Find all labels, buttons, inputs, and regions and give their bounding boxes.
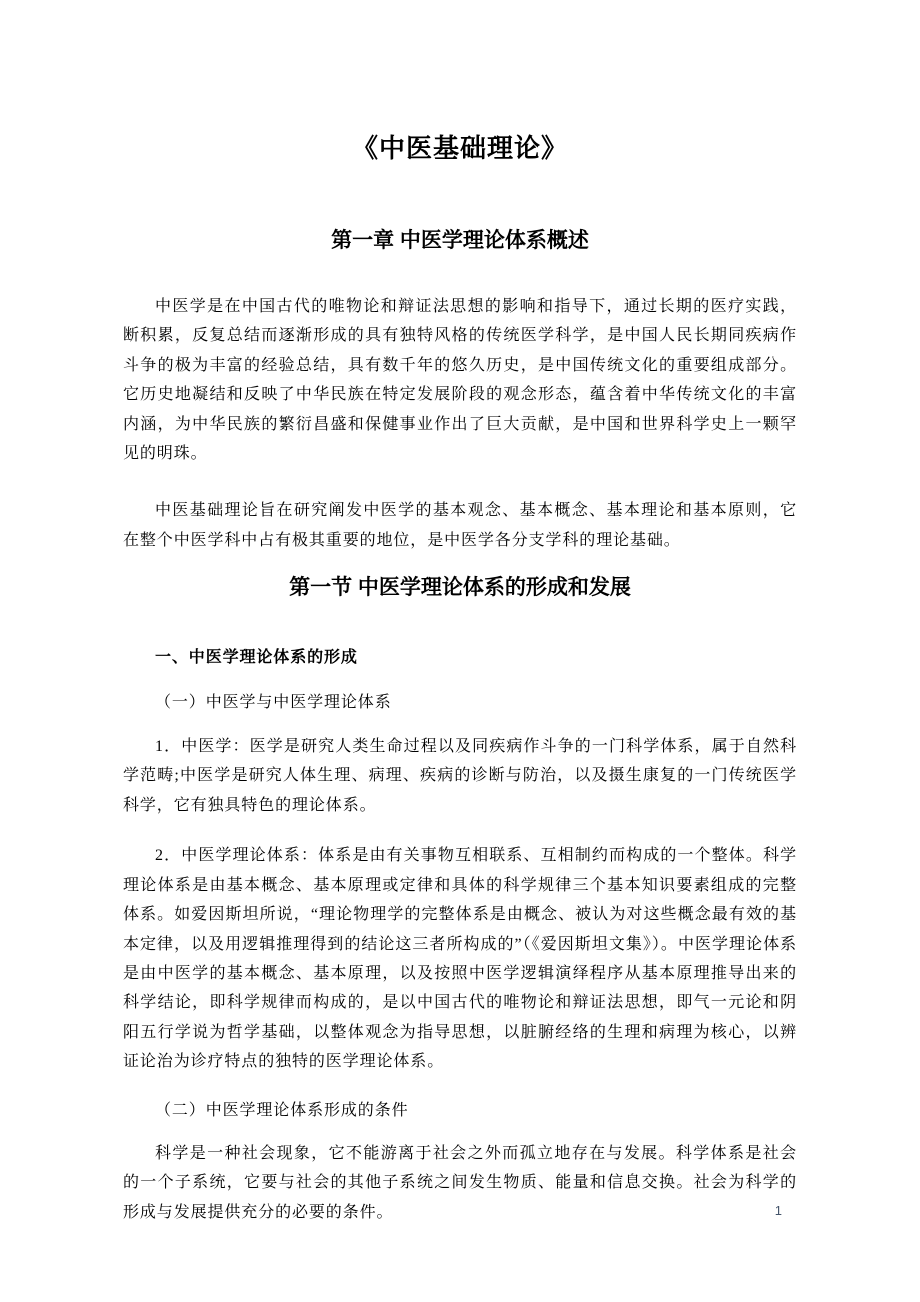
page-number: 1 [774,1203,782,1218]
section-heading: 第一节 中医学理论体系的形成和发展 [289,576,631,600]
intro-paragraph-1: 中医学是在中国古代的唯物论和辩证法思想的影响和指导下，通过长期的医疗实践，断积累，反复总结而逐渐形成的具有独特风格的传统医学科学，是中国人民长期同疾病作斗争的极为丰富的经验总结，具有数千年的悠久历史，是中国传统文化的重要组成部分。它历史地凝结和反映了中华民族在特定发展阶段的观念形态，蕴含着中华传统文化的丰富内涵，为中华民族的繁衍昌盛和保健事业作出了巨大贡献，是中国和世界科学史上一颗罕见的明珠。 [123,298,797,463]
subsection-heading-1: 一、中医学理论体系的形成 [155,649,358,667]
definition-paragraph-1: 1．中医学：医学是研究人类生命过程以及同疾病作斗争的一门科学体系，属于自然科学范畴;中医学是研究人体生理、病理、疾病的诊断与防治，以及摄生康复的一门传统医学科学，它有独具特色的理论体系。 [123,738,797,814]
conditions-paragraph: 科学是一种社会现象，它不能游离于社会之外而孤立地存在与发展。科学体系是社会的一个子系统，它要与社会的其他子系统之间发生物质、能量和信息交换。社会为科学的形成与发展提供充分的必要的条件。 [123,1144,797,1221]
document-title: 《中医基础理论》 [351,133,568,163]
chapter-heading: 第一章 中医学理论体系概述 [331,229,589,252]
subsection-heading-1-1: （一）中医学与中医学理论体系 [155,693,392,711]
subsection-heading-1-2: （二）中医学理论体系形成的条件 [155,1101,409,1119]
definition-paragraph-2: 2．中医学理论体系：体系是由有关事物互相联系、互相制约而构成的一个整体。科学理论体系是由基本概念、基本原理或定律和具体的科学规律三个基本知识要素组成的完整体系。如爱因斯坦所说，“理论物理学的完整体系是由概念、被认为对这些概念最有效的基本定律，以及用逻辑推理得到的结论这三者所构成的”（《爱因斯坦文集》）。中医学理论体系是由中医学的基本概念、基本原理，以及按照中医学逻辑演绎程序从基本原理推导出来的科学结论，即科学规律而构成的，是以中国古代的唯物论和辩证法思想，即气一元论和阴阳五行学说为哲学基础，以整体观念为指导思想，以脏腑经络的生理和病理为核心，以辨证论治为诊疗特点的独特的医学理论体系。 [123,847,797,1071]
intro-paragraph-2: 中医基础理论旨在研究阐发中医学的基本观念、基本概念、基本理论和基本原则，它在整个中医学科中占有极其重要的地位，是中医学各分支学科的理论基础。 [123,502,797,549]
